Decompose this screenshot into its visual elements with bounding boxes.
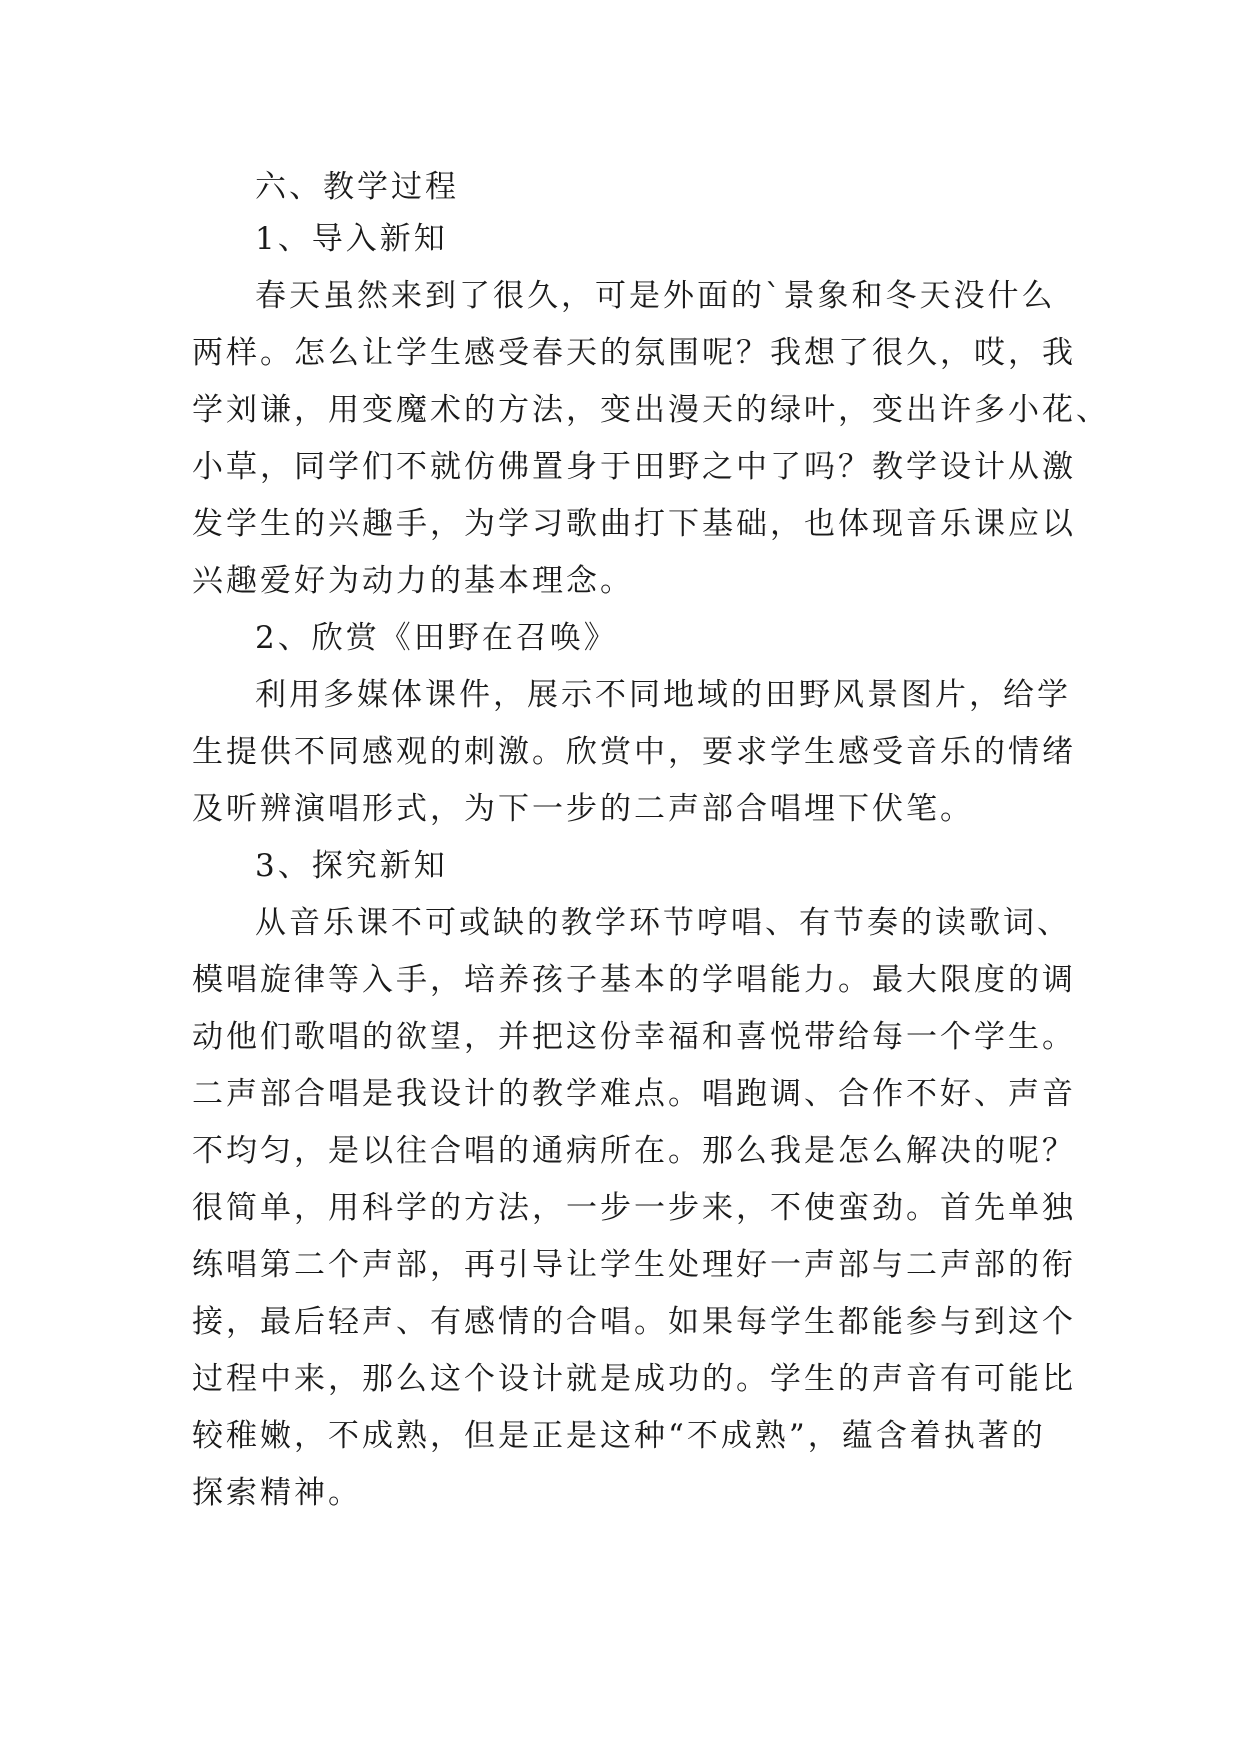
- paragraph-line: 很简单，用科学的方法，一步一步来，不使蛮劲。首先单独: [192, 1190, 1076, 1226]
- paragraph-line: 兴趣爱好为动力的基本理念。: [192, 563, 634, 599]
- paragraph-line: 接，最后轻声、有感情的合唱。如果每学生都能参与到这个: [192, 1304, 1076, 1340]
- subsection-title: 1、导入新知: [255, 221, 448, 257]
- paragraph-line: 从音乐课不可或缺的教学环节哼唱、有节奏的读歌词、: [255, 905, 1071, 941]
- paragraph-line: 发学生的兴趣手，为学习歌曲打下基础，也体现音乐课应以: [192, 506, 1076, 542]
- paragraph-line: 练唱第二个声部，再引导让学生处理好一声部与二声部的衔: [192, 1247, 1076, 1283]
- paragraph-line: 不均匀，是以往合唱的通病所在。那么我是怎么解决的呢？: [192, 1133, 1076, 1169]
- paragraph-line: 及听辨演唱形式，为下一步的二声部合唱埋下伏笔。: [192, 791, 974, 827]
- paragraph-line: 小草，同学们不就仿佛置身于田野之中了吗？教学设计从激: [192, 449, 1076, 485]
- paragraph-line: 二声部合唱是我设计的教学难点。唱跑调、合作不好、声音: [192, 1076, 1076, 1112]
- paragraph-line: 过程中来，那么这个设计就是成功的。学生的声音有可能比: [192, 1361, 1076, 1397]
- paragraph-line: 探索精神。: [192, 1475, 362, 1511]
- paragraph-line: 两样。怎么让学生感受春天的氛围呢？我想了很久，哎，我: [192, 335, 1076, 371]
- paragraph-line: 生提供不同感观的刺激。欣赏中，要求学生感受音乐的情绪: [192, 734, 1076, 770]
- paragraph-line: 动他们歌唱的欲望，并把这份幸福和喜悦带给每一个学生。: [192, 1019, 1076, 1055]
- paragraph-line: 利用多媒体课件，展示不同地域的田野风景图片，给学: [255, 677, 1071, 713]
- subsection-title: 3、探究新知: [255, 848, 448, 884]
- paragraph-line: 较稚嫩，不成熟，但是正是这种“不成熟”，蕴含着执著的: [192, 1418, 1046, 1454]
- subsection-title: 2、欣赏《田野在召唤》: [255, 620, 618, 656]
- paragraph-line: 模唱旋律等入手，培养孩子基本的学唱能力。最大限度的调: [192, 962, 1076, 998]
- paragraph-line: 学刘谦，用变魔术的方法，变出漫天的绿叶，变出许多小花、: [192, 392, 1110, 428]
- section-heading: 六、教学过程: [255, 169, 459, 205]
- paragraph-line: 春天虽然来到了很久，可是外面的`景象和冬天没什么: [255, 278, 1056, 314]
